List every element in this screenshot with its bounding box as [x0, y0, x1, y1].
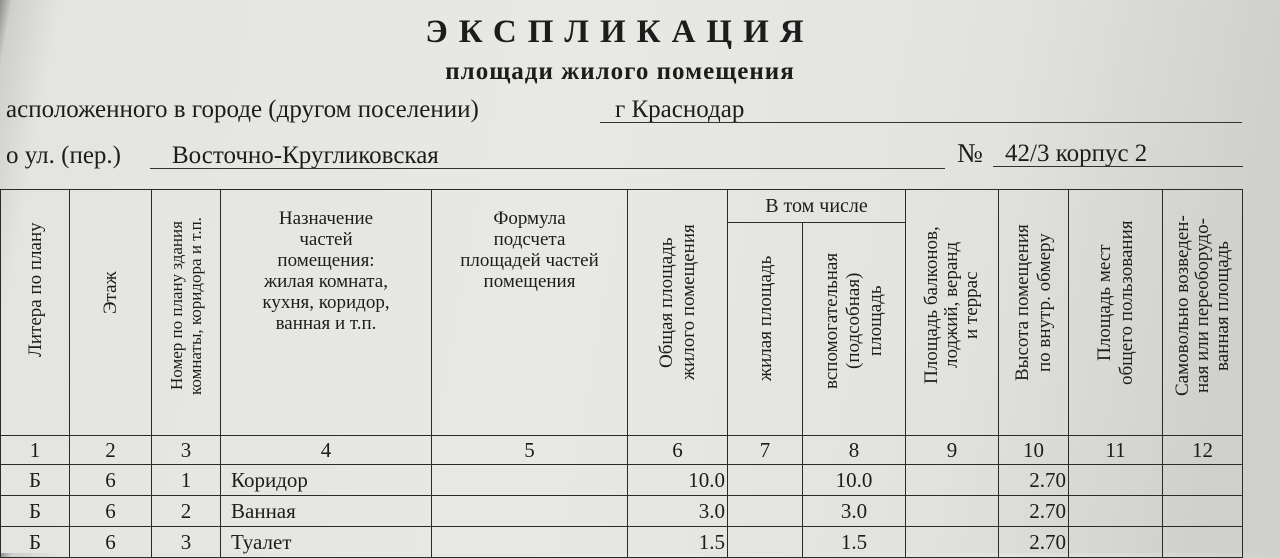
- col-balcony-header: Площадь балконов, лоджий, веранд и террас: [906, 190, 999, 436]
- city-value: г Краснодар: [615, 96, 745, 123]
- col-common-area-header: Площадь мест общего пользования: [1069, 190, 1163, 436]
- document-title: ЭКСПЛИКАЦИЯ: [425, 14, 815, 50]
- col-floor-header: Этаж: [70, 190, 152, 436]
- col-living-area-header: жилая площадь: [728, 223, 803, 436]
- col-purpose-header: Назначение частей помещения: жилая комната, кухня, коридор, ванная и т.п.: [221, 190, 432, 436]
- street-underline: [150, 168, 945, 169]
- number-underline: [993, 166, 1243, 167]
- table-row: Б 6 3 Туалет 1.5 1.5 2.70: [1, 527, 1243, 558]
- house-number: 42/3 корпус 2: [1005, 140, 1148, 167]
- col-number-header: Номер по плану здания комнаты, коридора и т.п.: [152, 190, 221, 436]
- street-value: Восточно-Кругликовская: [172, 142, 439, 169]
- column-number-row: 1 2 3 4 5 6 7 8 9 10 11 12: [1, 436, 1243, 465]
- explication-table: [0, 189, 1243, 558]
- location-label: асположенного в городе (другом поселении): [6, 96, 479, 123]
- col-formula-header: Формула подсчета площадей частей помещения: [432, 190, 628, 436]
- table-row: Б 6 2 Ванная 3.0 3.0 2.70: [1, 496, 1243, 527]
- col-height-header: Высота помещения по внутр. обмеру: [999, 190, 1069, 436]
- number-label: №: [957, 138, 983, 168]
- col-aux-area-header: вспомогательная (подсобная) площадь: [803, 223, 906, 436]
- col-unauthorized-header: Самовольно возведен- ная или переоборудо- ванная площадь: [1163, 190, 1243, 436]
- document-subtitle: площади жилого помещения: [445, 58, 795, 85]
- col-litera-header: Литера по плану: [1, 190, 70, 436]
- col-total-area-header: Общая площадь жилого помещения: [628, 190, 728, 436]
- street-label: о ул. (пер.): [6, 142, 122, 169]
- city-underline: [600, 122, 1242, 123]
- table-row: Б 6 1 Коридор 10.0 10.0 2.70: [1, 465, 1243, 496]
- group-header-including: В том числе: [728, 190, 906, 223]
